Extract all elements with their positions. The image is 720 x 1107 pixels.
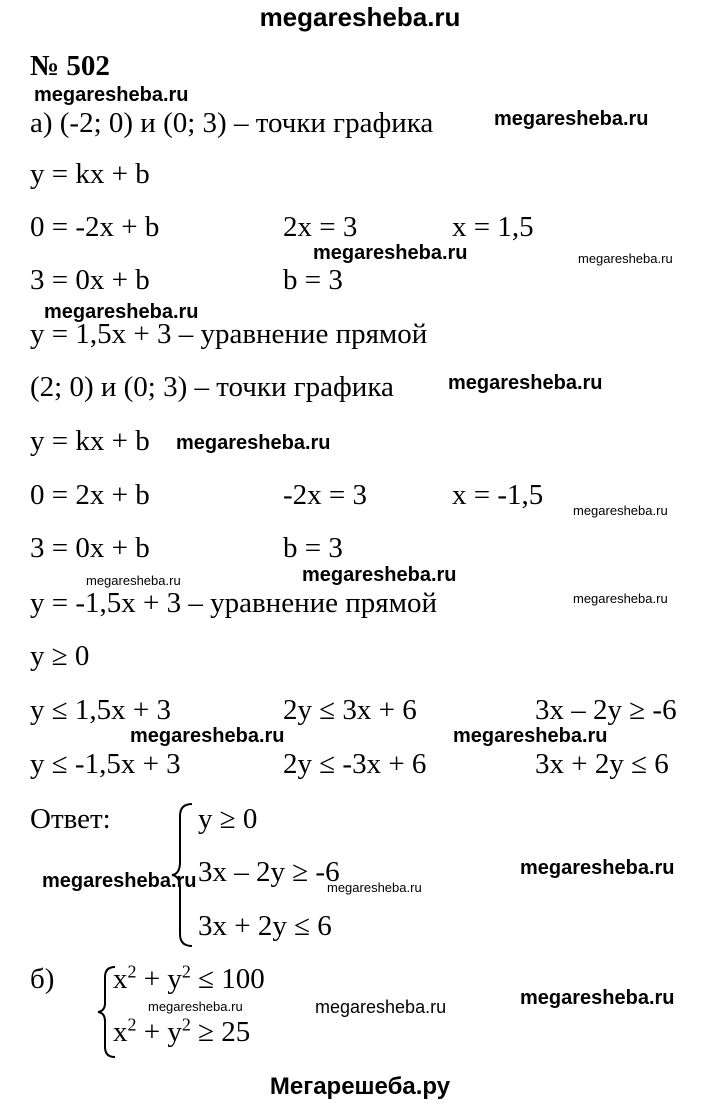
watermark: megaresheba.ru	[578, 251, 673, 266]
line-3a: 3 = 0x + b	[30, 264, 150, 296]
part-b-eq-1: $x^2 + y^2 \le 100$	[113, 961, 265, 995]
line-11b: 2y ≤ 3x + 6	[283, 694, 417, 726]
watermark: megaresheba.ru	[176, 432, 331, 454]
answer-line-3: 3x + 2y ≤ 6	[198, 910, 332, 942]
watermark: megaresheba.ru	[494, 108, 649, 130]
watermark: megaresheba.ru	[448, 372, 603, 394]
line-12c: 3x + 2y ≤ 6	[535, 748, 669, 780]
line-12b: 2y ≤ -3x + 6	[283, 748, 427, 780]
part-a-header: а) (-2; 0) и (0; 3) – точки графика	[30, 107, 434, 139]
part-b-label: б)	[30, 963, 55, 995]
watermark: megaresheba.ru	[42, 870, 197, 892]
watermark: megaresheba.ru	[520, 987, 675, 1009]
answer-line-1: y ≥ 0	[198, 803, 258, 835]
line-12a: y ≤ -1,5x + 3	[30, 748, 181, 780]
line-10: y ≥ 0	[30, 640, 90, 672]
line-7b: -2x = 3	[283, 479, 368, 511]
site-footer: Мегарешеба.ру	[269, 1073, 451, 1100]
part-b-eq-2: $x^2 + y^2 \ge 25$	[113, 1014, 251, 1048]
line-2c: x = 1,5	[452, 211, 534, 243]
answer-line-2: 3x – 2y ≥ -6	[198, 856, 340, 888]
line-5: (2; 0) и (0; 3) – точки графика	[30, 371, 394, 403]
line-8a: 3 = 0x + b	[30, 532, 150, 564]
watermark: megaresheba.ru	[130, 725, 285, 747]
watermark: megaresheba.ru	[520, 857, 675, 879]
line-2b: 2x = 3	[283, 211, 358, 243]
watermark: megaresheba.ru	[315, 997, 447, 1017]
line-3b: b = 3	[283, 264, 343, 296]
answer-label: Ответ:	[30, 803, 111, 835]
line-11c: 3x – 2y ≥ -6	[535, 694, 677, 726]
line-8b: b = 3	[283, 532, 343, 564]
line-11a: y ≤ 1,5x + 3	[30, 694, 172, 726]
watermark: megaresheba.ru	[302, 564, 457, 586]
line-2a: 0 = -2x + b	[30, 211, 160, 243]
problem-number: № 502	[30, 50, 110, 82]
watermark: megaresheba.ru	[148, 999, 243, 1014]
line-4: y = 1,5x + 3 – уравнение прямой	[30, 318, 428, 350]
watermark: megaresheba.ru	[573, 503, 668, 518]
line-1: y = kx + b	[30, 158, 150, 190]
watermark: megaresheba.ru	[34, 84, 189, 106]
watermark: megaresheba.ru	[313, 242, 468, 264]
watermark: megaresheba.ru	[44, 301, 199, 323]
line-6: y = kx + b	[30, 425, 150, 457]
site-header: megaresheba.ru	[259, 2, 461, 32]
watermark: megaresheba.ru	[86, 573, 181, 588]
watermark: megaresheba.ru	[327, 880, 422, 895]
line-9: y = -1,5x + 3 – уравнение прямой	[30, 587, 437, 619]
watermark: megaresheba.ru	[453, 725, 608, 747]
watermark: megaresheba.ru	[573, 591, 668, 606]
line-7a: 0 = 2x + b	[30, 479, 150, 511]
line-7c: x = -1,5	[452, 479, 544, 511]
